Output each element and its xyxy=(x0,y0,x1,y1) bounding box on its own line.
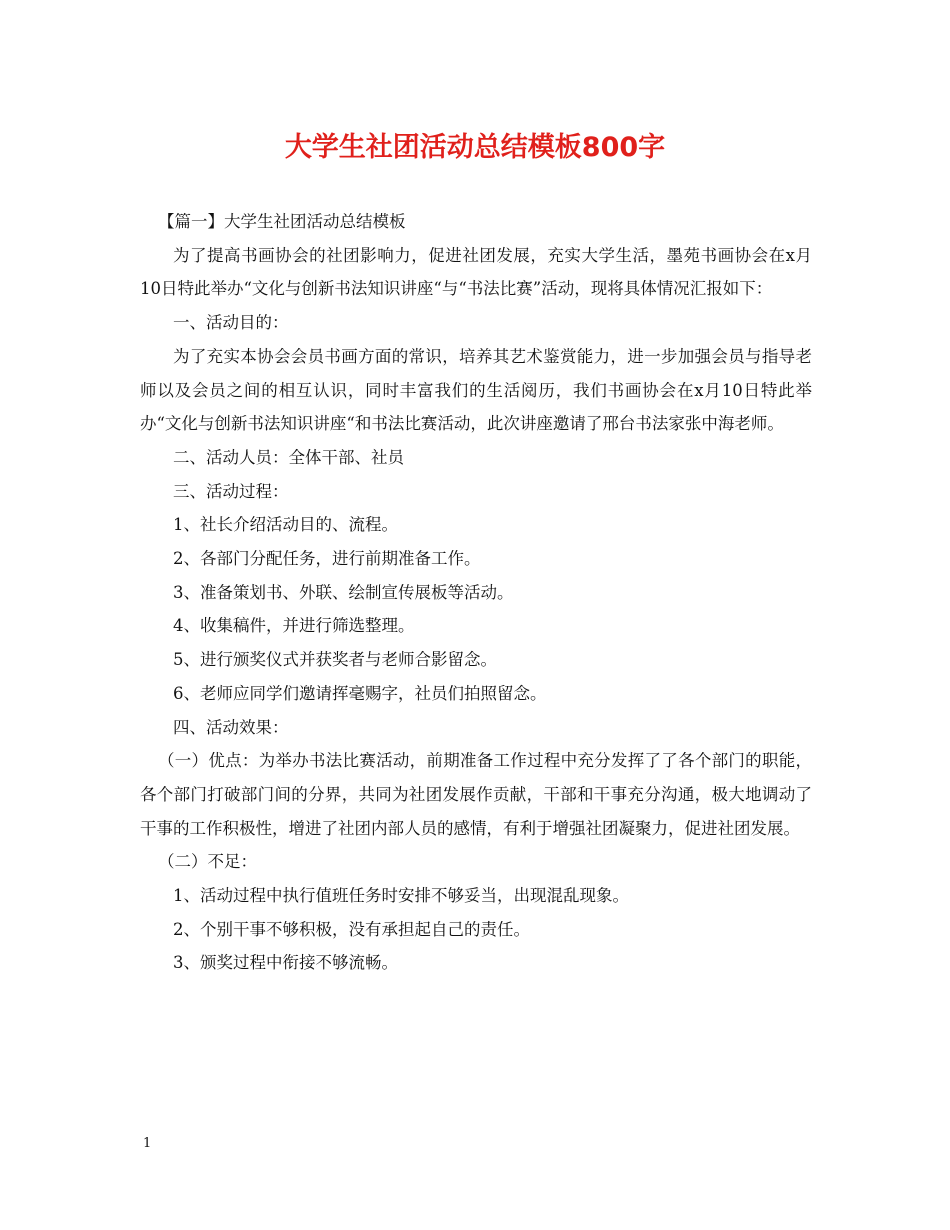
section-heading-part-one: 【篇一】大学生社团活动总结模板 xyxy=(158,212,406,231)
shortcoming-item-1: 1、活动过程中执行值班任务时安排不够妥当，出现混乱现象。 xyxy=(173,886,629,906)
heading-activity-effect: 四、活动效果： xyxy=(173,717,289,737)
heading-activity-purpose: 一、活动目的： xyxy=(173,313,289,333)
process-item-2: 2、各部门分配任务，进行前期准备工作。 xyxy=(173,549,481,569)
heading-activity-participants: 二、活动人员：全体干部、社员 xyxy=(173,447,404,467)
heading-activity-process: 三、活动过程： xyxy=(173,481,289,501)
purpose-paragraph: 为了充实本协会会员书画方面的常识，培养其艺术鉴赏能力，进一步加强会员与指导老师以及会员之间的相互认识，同时丰富我们的生活阅历，我们书画协会在x月10日特此举办“文化与创新书法知识讲座“和书法比赛活动，此次讲座邀请了邢台书法家张中海老师。 xyxy=(140,346,812,434)
process-item-5: 5、进行颁奖仪式并获奖者与老师合影留念。 xyxy=(173,650,497,670)
process-item-1: 1、社长介绍活动目的、流程。 xyxy=(173,515,398,535)
page-number: 1 xyxy=(143,1136,152,1151)
advantages-paragraph: （一）优点：为举办书法比赛活动，前期准备工作过程中充分发挥了了各个部门的职能，各个部门打破部门间的分界，共同为社团发展作贡献，干部和干事充分沟通，极大地调动了干事的工作积极性，增进了社团内部人员的感情，有利于增强社团凝聚力，促进社团发展。 xyxy=(140,751,812,838)
shortcoming-item-3: 3、颁奖过程中衔接不够流畅。 xyxy=(173,953,398,973)
document-title: 大学生社团活动总结模板800字 xyxy=(284,132,666,163)
intro-paragraph: 为了提高书画协会的社团影响力，促进社团发展，充实大学生活，墨苑书画协会在x月10日特此举办“文化与创新书法知识讲座“与“书法比赛”活动，现将具体情况汇报如下： xyxy=(140,245,812,299)
process-item-4: 4、收集稿件，并进行筛选整理。 xyxy=(173,616,415,636)
process-item-6: 6、老师应同学们邀请挥毫赐字，社员们拍照留念。 xyxy=(173,683,547,703)
process-item-3: 3、准备策划书、外联、绘制宣传展板等活动。 xyxy=(173,582,514,602)
document-body xyxy=(140,205,812,980)
heading-shortcomings: （二）不足： xyxy=(158,852,257,872)
shortcoming-item-2: 2、个别干事不够积极，没有承担起自己的责任。 xyxy=(173,919,530,939)
